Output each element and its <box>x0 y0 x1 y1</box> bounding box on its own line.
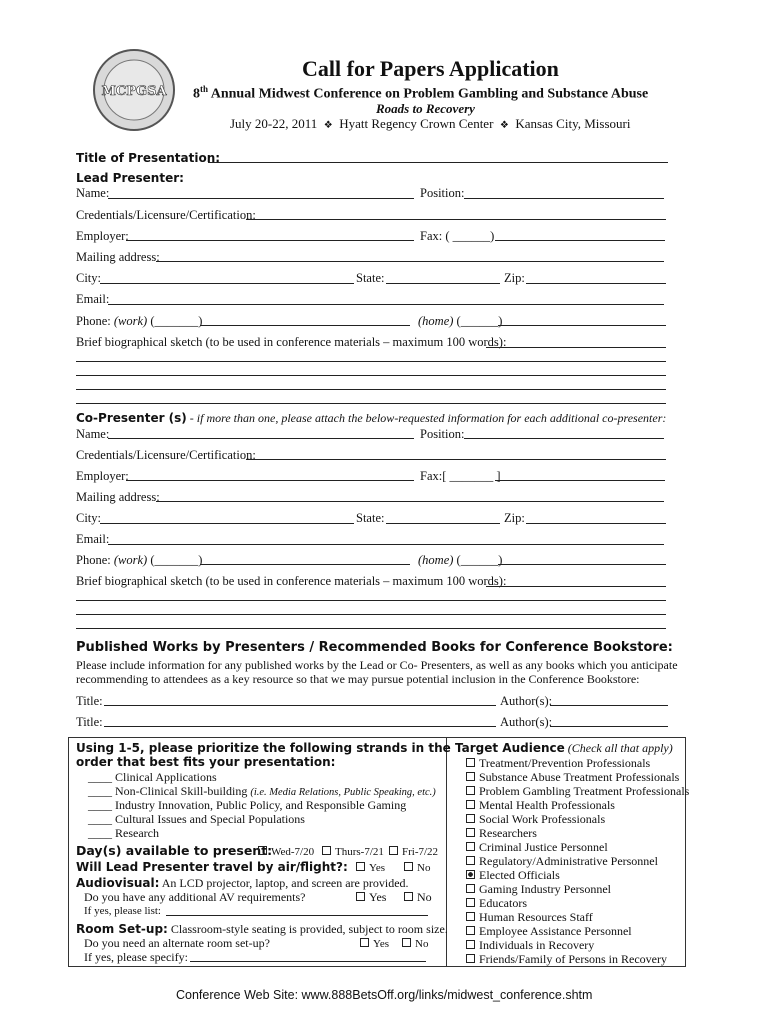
checkbox-icon[interactable] <box>466 758 475 767</box>
published-works-heading: Published Works by Presenters / Recommended Books for Conference Bookstore: <box>76 640 673 655</box>
day-fri-label: Fri-7/22 <box>402 846 439 858</box>
co-zip-label: Zip: <box>504 511 525 525</box>
presentation-title-field[interactable] <box>208 162 668 163</box>
checkbox-icon[interactable] <box>466 842 475 851</box>
home-label: (home) <box>418 553 454 567</box>
strand-rank-blank[interactable]: ____ <box>88 798 112 812</box>
audience-option-label: Gaming Industry Personnel <box>479 882 611 896</box>
strand-item[interactable] <box>88 826 159 840</box>
day-option-fri[interactable] <box>389 845 438 859</box>
lead-name-field[interactable] <box>108 198 414 199</box>
co-presenter-note: - if more than one, please attach the below-requested information for each additional co-presenter: <box>186 411 667 425</box>
strand-rank-blank[interactable]: ____ <box>88 770 112 784</box>
conference-ordinal-suffix: th <box>200 84 209 94</box>
lead-bio-label: Brief biographical sketch (to be used in conference materials – maximum 100 words): <box>76 335 507 349</box>
day-option-thu[interactable] <box>322 845 384 859</box>
audience-option-label: Friends/Family of Persons in Recovery <box>479 952 667 966</box>
checkbox-icon[interactable] <box>404 862 413 871</box>
room-question: Do you need an alternate room set-up? <box>84 936 270 950</box>
audience-option[interactable] <box>466 756 650 770</box>
conference-ordinal: 8 <box>193 86 200 102</box>
co-bio-label: Brief biographical sketch (to be used in conference materials – maximum 100 words): <box>76 574 507 588</box>
checked-checkbox-icon[interactable] <box>466 870 475 879</box>
home-area-code: (______) <box>453 314 503 328</box>
checkbox-icon[interactable] <box>466 786 475 795</box>
co-phone-home-field[interactable] <box>498 564 666 565</box>
co-presenter-heading <box>76 411 666 425</box>
day-wed-label: Wed-7/20 <box>271 846 315 858</box>
lead-zip-field[interactable] <box>526 283 666 284</box>
lead-position-label: Position: <box>420 186 465 200</box>
book-authors-label: Author(s): <box>500 715 553 729</box>
travel-no-option[interactable] <box>404 861 430 875</box>
strand-note: (i.e. Media Relations, Public Speaking, etc.) <box>250 787 436 798</box>
room-yes-label: Yes <box>373 938 390 950</box>
room-ifyes-field[interactable] <box>190 961 426 962</box>
co-bio-line[interactable] <box>76 600 666 601</box>
lead-presenter-heading: Lead Presenter: <box>76 171 184 185</box>
checkbox-icon[interactable] <box>466 800 475 809</box>
lead-state-field[interactable] <box>386 283 500 284</box>
co-position-field[interactable] <box>464 438 664 439</box>
co-position-label: Position: <box>420 427 465 441</box>
audiovisual-label: Audiovisual: <box>76 876 160 890</box>
audience-option-label: Social Work Professionals <box>479 812 606 826</box>
audience-option[interactable] <box>466 854 658 868</box>
lead-phone-home-label <box>418 314 502 328</box>
book-title-field[interactable] <box>104 726 496 727</box>
target-audience-title: Target Audience <box>455 741 565 755</box>
travel-yes-option[interactable] <box>356 861 385 875</box>
presentation-title-label: Title of Presentation: <box>76 151 221 165</box>
lead-bio-line[interactable] <box>76 375 666 376</box>
av-yes-label: Yes <box>369 890 387 904</box>
work-label: (work) <box>113 553 148 567</box>
separator-icon: ❖ <box>323 120 333 131</box>
conference-title: Annual Midwest Conference on Problem Gambling and Substance Abuse <box>210 86 649 102</box>
audience-option-label: Educators <box>479 896 527 910</box>
co-credentials-label: Credentials/Licensure/Certification: <box>76 448 256 462</box>
co-state-label: State: <box>356 511 385 525</box>
co-phone-work-field[interactable] <box>200 564 410 565</box>
checkbox-icon[interactable] <box>258 846 267 855</box>
conference-city: Kansas City, Missouri <box>515 116 631 131</box>
co-state-field[interactable] <box>386 523 500 524</box>
checkbox-icon[interactable] <box>466 828 475 837</box>
book-authors-label: Author(s): <box>500 694 553 708</box>
book-authors-field[interactable] <box>550 705 668 706</box>
target-audience-note: (Check all that apply) <box>564 741 673 755</box>
travel-no-label: No <box>417 862 431 874</box>
audience-option-label: Individuals in Recovery <box>479 938 595 952</box>
lead-position-field[interactable] <box>464 198 664 199</box>
lead-name-label: Name: <box>76 186 110 200</box>
day-thu-label: Thurs-7/21 <box>335 846 384 858</box>
audience-option-label: Problem Gambling Treatment Professionals <box>479 784 690 798</box>
days-available-label: Day(s) available to present: <box>76 843 273 858</box>
co-phone-home-label <box>418 553 502 567</box>
av-no-option[interactable] <box>404 890 432 904</box>
strand-label: Industry Innovation, Public Policy, and Responsible Gaming <box>115 798 407 812</box>
strands-heading: order that best fits your presentation: <box>76 755 336 769</box>
checkbox-icon[interactable] <box>466 856 475 865</box>
lead-credentials-label: Credentials/Licensure/Certification: <box>76 208 256 222</box>
co-bio-line[interactable] <box>76 628 666 629</box>
strand-rank-blank[interactable]: ____ <box>88 826 112 840</box>
room-setup-text: Classroom-style seating is provided, subject to room size. <box>167 922 448 936</box>
audience-option[interactable] <box>466 784 689 798</box>
co-presenter-title: Co-Presenter (s) <box>76 411 187 425</box>
lead-fax-field[interactable] <box>495 240 665 241</box>
published-works-desc: Please include information for any published works by the Lead or Co- Presenters, as well as any books which you anticipate <box>76 658 678 672</box>
book-title-label: Title: <box>76 715 103 729</box>
co-email-label: Email: <box>76 532 110 546</box>
lead-phone-home-field[interactable] <box>498 325 666 326</box>
lead-fax-label: Fax: ( ______) <box>420 229 495 243</box>
room-setup-line <box>76 922 448 936</box>
checkbox-icon[interactable] <box>466 940 475 949</box>
audience-option[interactable] <box>466 840 608 854</box>
audience-option-label: Human Resources Staff <box>479 910 593 924</box>
room-no-option[interactable] <box>402 937 428 951</box>
audiovisual-line <box>76 876 409 890</box>
lead-zip-label: Zip: <box>504 271 525 285</box>
co-employer-label: Employer: <box>76 469 129 483</box>
audience-option[interactable] <box>466 952 667 966</box>
lead-phone-work-field[interactable] <box>200 325 410 326</box>
checkbox-icon[interactable] <box>356 892 365 901</box>
room-yes-option[interactable] <box>360 937 389 951</box>
work-label: (work) <box>113 314 148 328</box>
audience-option[interactable] <box>466 924 632 938</box>
co-credentials-field[interactable] <box>246 459 666 460</box>
strand-label: Non-Clinical Skill-building <box>115 784 251 798</box>
strand-item[interactable] <box>88 812 305 826</box>
lead-employer-label: Employer: <box>76 229 129 243</box>
published-works-desc: recommending to attendees as a key resource so that we may pursue potential inclusion in the Conference Bookstore: <box>76 672 640 686</box>
lead-city-label: City: <box>76 271 102 285</box>
checkbox-icon[interactable] <box>466 926 475 935</box>
co-email-field[interactable] <box>108 544 664 545</box>
checkbox-icon[interactable] <box>466 912 475 921</box>
lead-mailing-field[interactable] <box>156 261 664 262</box>
strand-rank-blank[interactable]: ____ <box>88 784 112 798</box>
checkbox-icon[interactable] <box>322 846 331 855</box>
audience-option-label: Regulatory/Administrative Personnel <box>479 854 658 868</box>
co-mailing-field[interactable] <box>156 501 664 502</box>
home-label: (home) <box>418 314 454 328</box>
audience-option[interactable] <box>466 770 679 784</box>
separator-icon: ❖ <box>499 120 509 131</box>
conference-details <box>230 116 630 132</box>
co-fax-label: Fax:[ _______ ] <box>420 469 501 483</box>
audience-option-label: Researchers <box>479 826 537 840</box>
audience-option[interactable] <box>466 868 560 882</box>
audience-option[interactable] <box>466 812 605 826</box>
strand-label: Cultural Issues and Special Populations <box>115 812 305 826</box>
co-zip-field[interactable] <box>526 523 666 524</box>
co-bio-line[interactable] <box>76 614 666 615</box>
co-name-field[interactable] <box>108 438 414 439</box>
av-no-label: No <box>417 890 432 904</box>
co-fax-field[interactable] <box>495 480 665 481</box>
lead-credentials-field[interactable] <box>246 219 666 220</box>
lead-email-field[interactable] <box>108 304 664 305</box>
audience-option-label: Mental Health Professionals <box>479 798 615 812</box>
co-city-field[interactable] <box>100 523 354 524</box>
book-authors-field[interactable] <box>550 726 668 727</box>
phone-label-text: Phone: <box>76 314 114 328</box>
checkbox-icon[interactable] <box>389 846 398 855</box>
audience-option-label: Substance Abuse Treatment Professionals <box>479 770 680 784</box>
book-title-label: Title: <box>76 694 103 708</box>
checkbox-icon[interactable] <box>404 892 413 901</box>
co-city-label: City: <box>76 511 102 525</box>
checkbox-icon[interactable] <box>360 938 369 947</box>
work-area-code: (_______) <box>147 553 203 567</box>
target-audience-heading <box>455 741 673 755</box>
lead-employer-field[interactable] <box>126 240 414 241</box>
audience-option-label: Criminal Justice Personnel <box>479 840 608 854</box>
conference-venue: Hyatt Regency Crown Center <box>339 116 494 131</box>
book-title-field[interactable] <box>104 705 496 706</box>
document-title: Call for Papers Application <box>302 56 559 81</box>
strand-label: Research <box>115 826 159 840</box>
av-ifyes-label: If yes, please list: <box>84 905 161 917</box>
co-mailing-label: Mailing address: <box>76 490 160 504</box>
work-area-code: (_______) <box>147 314 203 328</box>
audience-option[interactable] <box>466 798 615 812</box>
lead-city-field[interactable] <box>100 283 354 284</box>
av-ifyes-field[interactable] <box>166 915 428 916</box>
audience-option[interactable] <box>466 826 537 840</box>
audience-option[interactable] <box>466 938 594 952</box>
checkbox-icon[interactable] <box>466 772 475 781</box>
lead-email-label: Email: <box>76 292 110 306</box>
co-bio-field[interactable] <box>486 586 666 587</box>
av-question: Do you have any additional AV requirements? <box>84 890 306 904</box>
checkbox-icon[interactable] <box>402 938 411 947</box>
av-yes-option[interactable] <box>356 890 386 904</box>
audiovisual-text: An LCD projector, laptop, and screen are provided. <box>159 876 409 890</box>
lead-bio-field[interactable] <box>486 347 666 348</box>
conference-website: Conference Web Site: www.888BetsOff.org/links/midwest_conference.shtm <box>176 988 593 1002</box>
conference-dates: July 20-22, 2011 <box>230 116 318 131</box>
day-option-wed[interactable] <box>258 845 314 859</box>
room-ifyes-label: If yes, please specify: <box>84 950 188 964</box>
checkbox-icon[interactable] <box>466 884 475 893</box>
audience-option[interactable] <box>466 910 593 924</box>
audience-option-label: Employee Assistance Personnel <box>479 924 632 938</box>
lead-bio-line[interactable] <box>76 361 666 362</box>
home-area-code: (______) <box>453 553 503 567</box>
svg-text:MCPGSA: MCPGSA <box>101 84 167 99</box>
strand-rank-blank[interactable]: ____ <box>88 812 112 826</box>
travel-question-label: Will Lead Presenter travel by air/flight?: <box>76 860 348 874</box>
audience-option-label: Treatment/Prevention Professionals <box>479 756 651 770</box>
audience-option[interactable] <box>466 882 611 896</box>
lead-state-label: State: <box>356 271 385 285</box>
travel-yes-label: Yes <box>369 862 386 874</box>
strands-heading: Using 1-5, please prioritize the following strands in the <box>76 741 451 755</box>
strand-label: Clinical Applications <box>115 770 217 784</box>
audience-option-label: Elected Officials <box>479 868 560 882</box>
lead-bio-line[interactable] <box>76 403 666 404</box>
room-no-label: No <box>415 938 429 950</box>
room-setup-label: Room Set-up: <box>76 922 168 936</box>
checkbox-icon[interactable] <box>466 954 475 963</box>
co-name-label: Name: <box>76 427 110 441</box>
conference-theme: Roads to Recovery <box>376 101 475 116</box>
conference-name <box>193 84 648 103</box>
checkbox-icon[interactable] <box>466 898 475 907</box>
checkbox-icon[interactable] <box>466 814 475 823</box>
co-employer-field[interactable] <box>126 480 414 481</box>
audience-option[interactable] <box>466 896 527 910</box>
lead-bio-line[interactable] <box>76 389 666 390</box>
strand-item[interactable] <box>88 770 217 784</box>
phone-label-text: Phone: <box>76 553 114 567</box>
lead-mailing-label: Mailing address: <box>76 250 160 264</box>
co-phone-label <box>76 553 202 567</box>
strand-item[interactable] <box>88 798 406 812</box>
lead-phone-label <box>76 314 202 328</box>
mcpgsa-seal-logo <box>92 48 176 132</box>
checkbox-icon[interactable] <box>356 862 365 871</box>
